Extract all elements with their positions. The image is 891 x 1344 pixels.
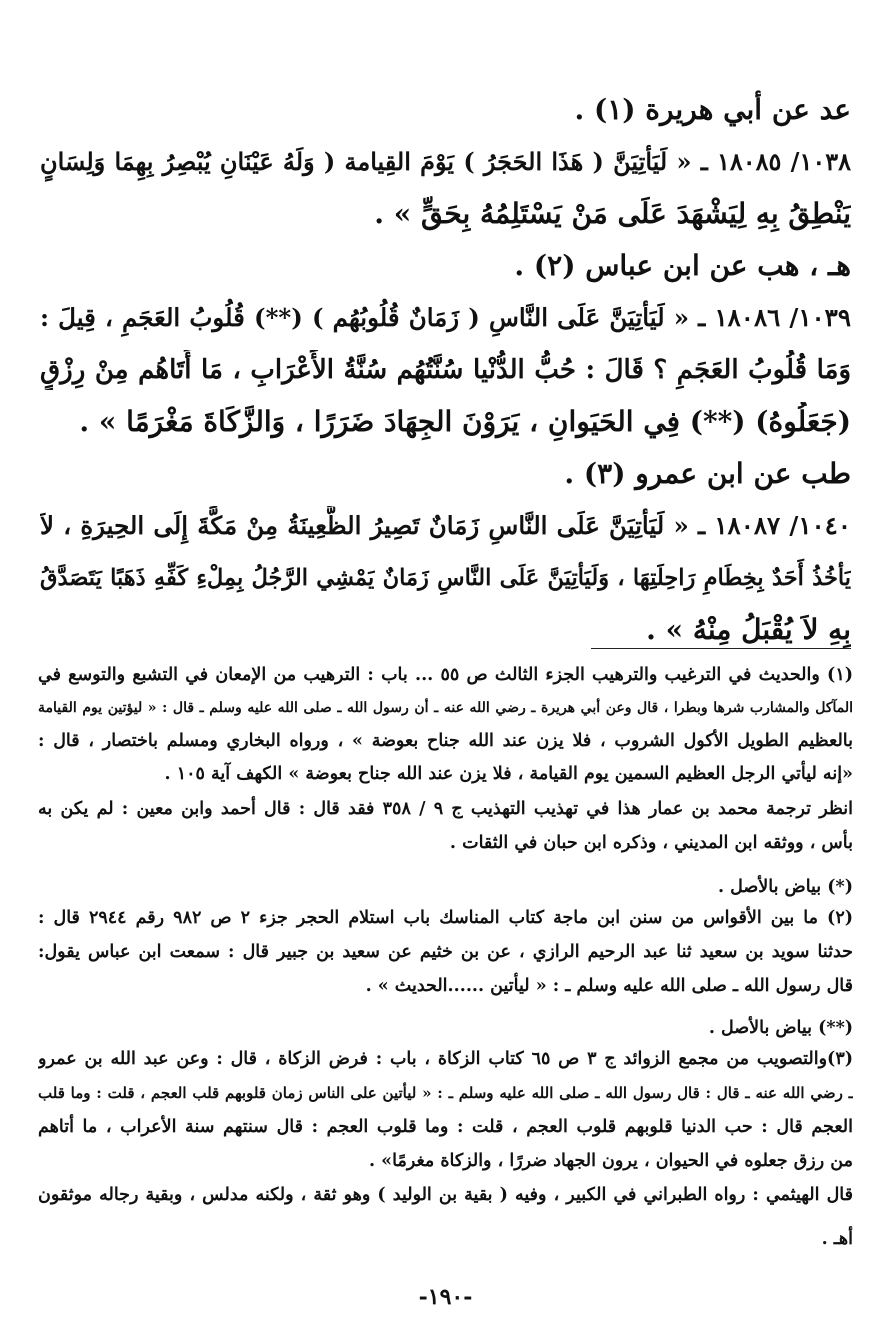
footnote-line: «إنه ليأتي الرجل العظيم السمين يوم القيامة ، فلا يزن عند الله جناح بعوضة » الكهف آية ١٠٥ . <box>164 764 853 784</box>
text-line: يَأخُذُ أَحَدٌ بِخِطَامِ رَاحِلَتِهَا ، وَلَيَأتِيَنَّ عَلَى النَّاسِ زَمَانٌ يَمْشِي الرَّجُلُ بِمِلْءِ كَفِّهِ ذَهَبًا يَتَصَدَّقُ <box>40 565 851 591</box>
footnote-line: (٢) ما بين الأقواس من سنن ابن ماجة كتاب المناسك باب استلام الحجر جزء ٢ ص ٩٨٢ رقم ٢٩٤٤ قال : <box>38 908 853 928</box>
text-line: (جَعَلُوهُ) (**) فِي الحَيَوانِ ، يَرَوْنَ الجِهَادَ ضَرَرًا ، وَالزَّكَاةَ مَغْرَمًا » . <box>79 405 851 438</box>
footnote-line: حدثنا سويد بن سعيد ثنا عبد الرحيم الرازي ، عن بن خثيم عن سعيد بن جبير قال : سمعت ابن عباس يقول: <box>38 942 853 962</box>
footnote-line: (٣)والتصويب من مجمع الزوائد ج ٣ ص ٦٥ كتاب الزكاة ، باب : فرض الزكاة ، قال : وعن عبد الله بن عمرو <box>38 1049 853 1069</box>
text-line: يَنْطِقُ بِهِ لِيَشْهَدَ عَلَى مَنْ يَسْتَلِمُهُ بِحَقٍّ » . <box>374 197 851 230</box>
footnote-line: بالعظيم الطويل الأكول الشروب ، فلا يزن عند الله جناح بعوضة » ، ورواه البخاري ومسلم باختصار ، قال : <box>38 731 853 751</box>
footnote-line: قال الهيثمي : رواه الطبراني في الكبير ، وفيه ( بقية بن الوليد ) وهو ثقة ، ولكنه مدلس ، وبقية رجاله موثقون <box>38 1185 853 1205</box>
footnote-line: (**) بياض بالأصل . <box>708 1018 853 1038</box>
text-line: هـ ، هب عن ابن عباس (٢) . <box>514 249 851 282</box>
text-line: عد عن أبي هريرة (١) . <box>574 93 851 126</box>
text-line: ١٠٣٨/ ١٨٠٨٥ ـ « لَيَأتِيَنَّ ( هَذَا الحَجَرُ ) يَوْمَ القِيامة ( وَلَهُ عَيْنَانِ يُبْصِرُ بِهِمَا وَلِسَانٍ <box>40 147 851 176</box>
text-line: وَمَا قُلُوبُ العَجَمِ ؟ قَالَ : حُبُّ الدُّنْيا سُنَّتُهُم سُنَّةُ الأَعْرَابِ ، مَا أَتَاهُم مِنْ رِزْقٍ <box>40 355 851 385</box>
footnote-line: أهـ . <box>821 1229 853 1249</box>
footnote-line: ـ رضي الله عنه ـ قال : قال رسول الله ـ صلى الله عليه وسلم ـ : « ليأتين على الناس زمان قلوبهم قلب العجم ، قلت : وما قلب <box>38 1084 853 1102</box>
footnote-line: (*) بياض بالأصل . <box>717 877 853 897</box>
footnote-line: قال رسول الله ـ صلى الله عليه وسلم ـ : « ليأتين ......الحديث » . <box>365 976 853 996</box>
footnote-line: من رزق جعلوه في الحيوان ، يرون الجهاد ضررًا ، والزكاة مغرمًا» . <box>368 1151 853 1171</box>
text-line: ١٠٣٩/ ١٨٠٨٦ ـ « لَيَأتِيَنَّ عَلَى النَّاسِ ( زَمَانٌ قُلُوبُهُم ) (**) قُلُوبُ العَجَمِ ، قِيلَ : <box>40 303 851 332</box>
footnote-divider <box>591 648 851 649</box>
text-line: طب عن ابن عمرو (٣) . <box>564 457 851 490</box>
footnote-line: بأس ، ووثقه ابن المديني ، وذكره ابن حبان في الثقات . <box>449 833 853 853</box>
footnote-line: انظر ترجمة محمد بن عمار هذا في تهذيب التهذيب ج ٩ / ٣٥٨ فقد قال : قال أحمد وابن معين : لم يكن به <box>38 799 853 819</box>
footnote-line: العجم قال : حب الدنيا قلوبهم قلوب العجم ، قلت : وما قلوب العجم : قال سنتهم سنة الأعراب ، ما أتاهم <box>38 1117 853 1137</box>
footnote-line: (١) والحديث في الترغيب والترهيب الجزء الثالث ص ٥٥ ... باب : الترهيب من الإمعان في التشبع والتوسع في <box>38 665 853 685</box>
page-number: -١٩٠- <box>418 1284 473 1310</box>
text-line: ١٠٤٠/ ١٨٠٨٧ ـ « لَيَأتِيَنَّ عَلَى النَّاسِ زَمَانٌ تَصِيرُ الظَّعِينَةُ مِنْ مَكَّةَ إِلَى الحِيرَةِ ، لاَ <box>40 511 851 540</box>
text-line: بِهِ لاَ يُقْبَلُ مِنْهُ » . <box>646 613 851 646</box>
footnote-line: المآكل والمشارب شرها وبطرا ، قال وعن أبي هريرة ـ رضي الله عنه ـ أن رسول الله ـ صلى الله عليه وسلم ـ قال : « ليؤتين يوم القيامة <box>38 700 853 716</box>
